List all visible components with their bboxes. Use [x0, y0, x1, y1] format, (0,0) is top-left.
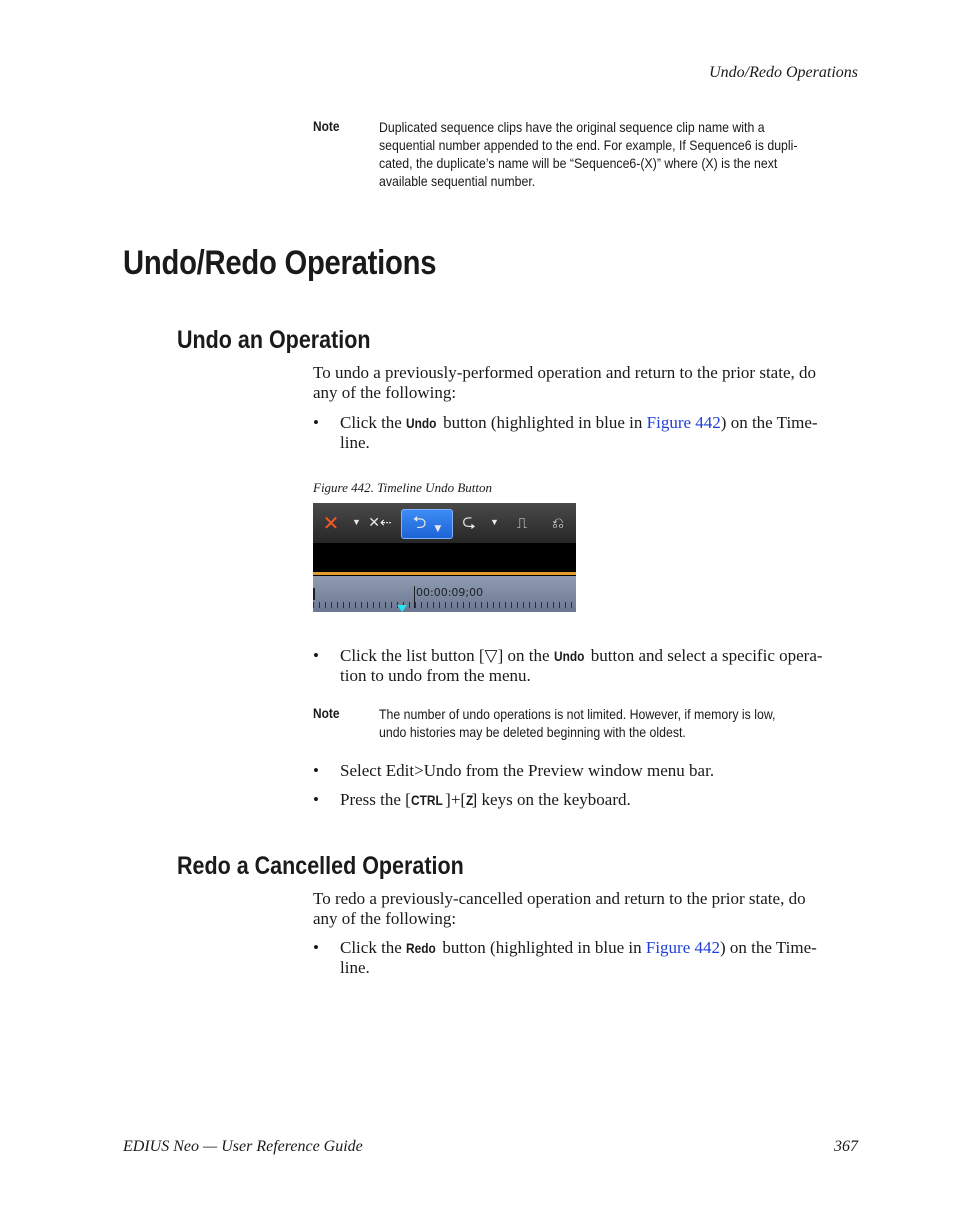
bullet-text: ) on the Time- [720, 413, 818, 432]
intro-line: To undo a previously-performed operation and return to the prior state, do [313, 363, 816, 382]
overwrite-mode-icon: ⎌ [551, 514, 564, 532]
keyword-redo: Redo [406, 940, 436, 956]
page-number: 367 [834, 1138, 858, 1155]
list-item [313, 938, 861, 978]
note-line: undo histories may be deleted beginning with the oldest. [379, 724, 686, 740]
intro-line: To redo a previously-cancelled operation and return to the prior state, do [313, 889, 806, 908]
keyword-z: Z [466, 792, 474, 808]
ripple-delete-icon: ✕⇠ [368, 515, 392, 531]
list-item [313, 761, 861, 781]
bullet-text: button (highlighted in blue in [438, 938, 646, 957]
in-out-marker-bar [313, 572, 576, 575]
timecode-label: 00:00:09;00 [416, 586, 484, 599]
bullet-text: ] keys on the keyboard. [471, 790, 631, 809]
footer-guide-title: EDIUS Neo — User Reference Guide [123, 1138, 363, 1155]
list-item [313, 790, 861, 810]
bullet-text: tion to undo from the menu. [340, 666, 531, 685]
bullet-text: line. [340, 958, 370, 977]
ruler-start-mark [313, 588, 315, 600]
note-line: The number of undo operations is not limited. However, if memory is low, [379, 706, 776, 722]
note-text [379, 705, 819, 741]
bullet-text: Click the [340, 938, 407, 957]
figure-link[interactable]: Figure 442 [646, 413, 721, 432]
bullet-text: button and select a specific opera- [586, 646, 823, 665]
bullet-text: ]+[ [445, 790, 467, 809]
section-intro [313, 363, 861, 403]
insert-mode-icon: ⎍ [516, 514, 528, 532]
bullet-text: Press the [ [340, 790, 411, 809]
chevron-down-icon: ▼ [490, 517, 499, 527]
timeline-toolbar-figure [313, 503, 576, 612]
section-heading: Undo an Operation [177, 326, 371, 354]
figure-link[interactable]: Figure 442 [645, 938, 721, 957]
intro-line: any of the following: [313, 909, 457, 928]
bullet-dot: • [313, 413, 319, 432]
timeline-track [313, 543, 576, 571]
section-intro [313, 889, 861, 929]
timeline-ruler [313, 576, 576, 612]
note-label: Note [313, 118, 340, 134]
list-item [313, 646, 861, 686]
bullet-text: Click the [340, 413, 407, 432]
chevron-down-icon: ▼ [434, 524, 442, 534]
bullet-dot: • [313, 790, 319, 809]
ruler-ticks [313, 602, 576, 608]
keyword-ctrl: CTRL [410, 792, 443, 808]
section-heading: Redo a Cancelled Operation [177, 852, 464, 880]
bullet-text: line. [340, 433, 370, 452]
note-line: available sequential number. [379, 173, 536, 189]
bullet-dot: • [313, 938, 319, 957]
note-label: Note [313, 705, 340, 721]
bullet-dot: • [313, 646, 319, 665]
undo-icon: ⮌ [412, 512, 427, 533]
keyword-undo: Undo [553, 648, 585, 664]
delete-icon: ✕ [322, 511, 340, 535]
bullet-dot: • [313, 761, 319, 780]
running-header: Undo/Redo Operations [709, 64, 858, 81]
playhead-marker [397, 605, 407, 612]
note-line: sequential number appended to the end. For example, If Sequence6 is dupli- [379, 137, 798, 153]
note-text [379, 118, 819, 190]
undo-button-highlighted [401, 509, 453, 539]
note-line: Duplicated sequence clips have the original sequence clip name with a [379, 119, 765, 135]
chevron-down-icon: ▼ [352, 517, 361, 527]
list-item [313, 413, 861, 453]
bullet-text: ) on the Time- [720, 938, 817, 957]
page-title: Undo/Redo Operations [123, 244, 437, 282]
bullet-text: Select Edit>Undo from the Preview window menu bar. [340, 761, 715, 780]
intro-line: any of the following: [313, 383, 457, 402]
timeline-toolbar [313, 503, 576, 543]
figure-caption: Figure 442. Timeline Undo Button [313, 480, 492, 495]
bullet-text: button (highlighted in blue in [438, 413, 647, 432]
note-line: cated, the duplicate’s name will be “Sequence6-(X)” where (X) is the next [379, 155, 778, 171]
redo-icon: ⮎ [462, 511, 476, 532]
bullet-text: Click the list button [▽] on the [340, 646, 554, 665]
keyword-undo: Undo [406, 415, 437, 431]
